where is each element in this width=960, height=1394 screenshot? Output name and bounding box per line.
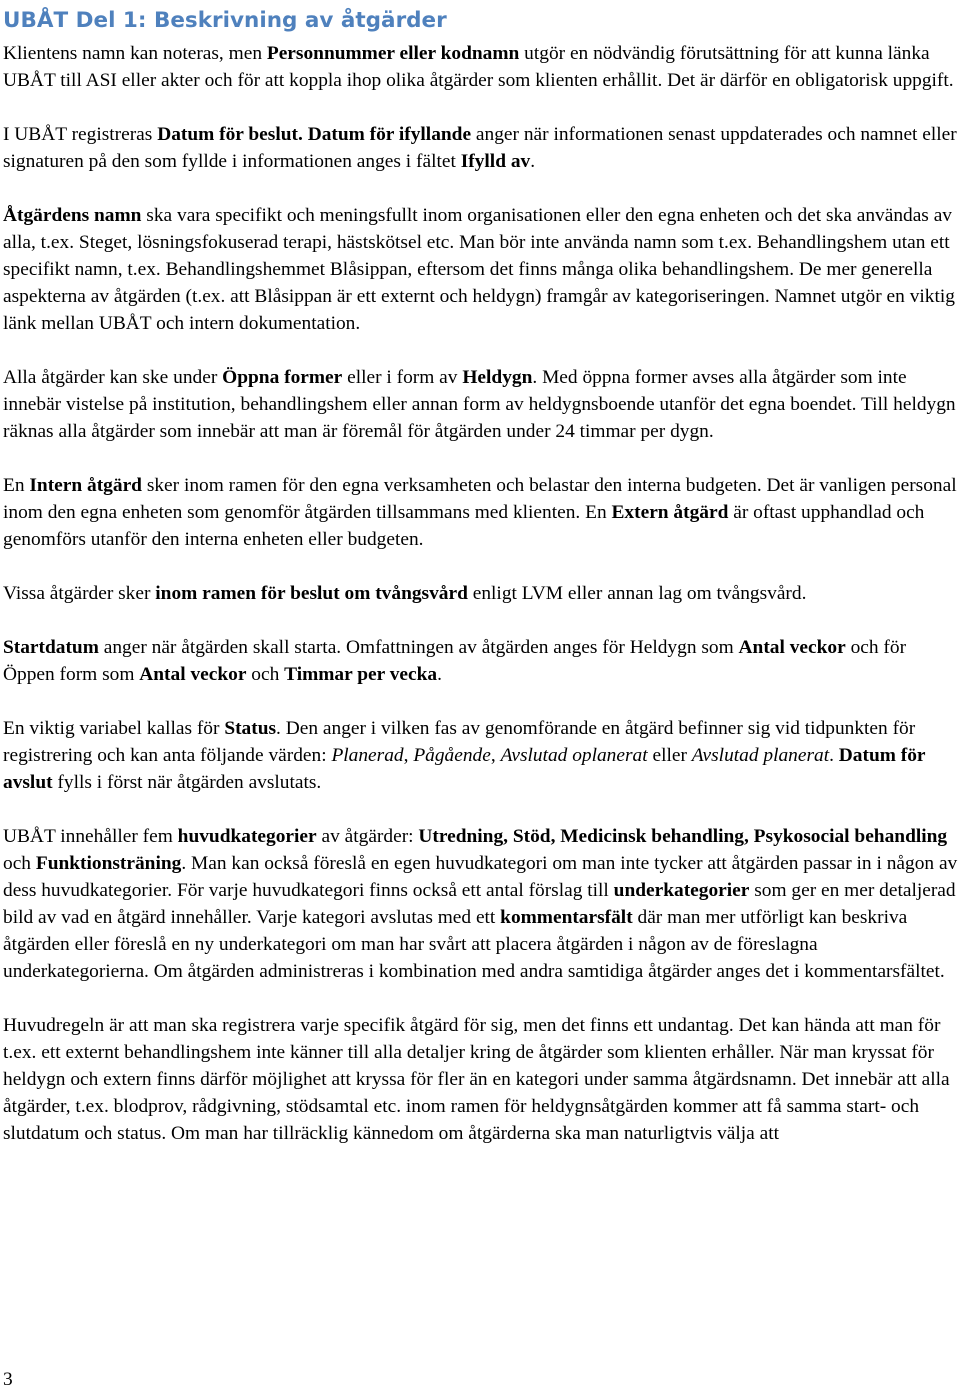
bold-term: Datum för avslut [3,745,926,793]
bold-term: Datum för beslut. [157,124,303,145]
body-text: enligt LVM eller annan lag om tvångsvård. [467,583,807,604]
section-heading: UBÅT Del 1: Beskrivning av åtgärder [3,8,447,33]
bold-term: Datum för ifyllande [307,124,472,145]
body-text: anger när åtgärden skall starta. Omfattningen av åtgärden anges för Heldygn som [98,637,739,658]
body-text: . [530,151,536,172]
body-text: I UBÅT registreras [3,124,158,145]
body-text: där man mer utförligt kan beskriva åtgärden eller föreslå en ny underkategori om man har svårt att placera åtgärden i någon av de föreslagna underkategorierna. Om åtgärden administreras i kombination med andra samtidiga åtgärder anges det i kommentarsfältet. [3,907,945,982]
body-text: anger när informationen senast uppdaterades och namnet eller signaturen på den som fyllde i informationen anges i fältet [3,124,957,172]
body-text: Alla åtgärder kan ske under [3,367,223,388]
body-text: En viktig variabel kallas för [3,718,225,739]
body-text: och [3,853,36,874]
bold-term: kommentarsfält [500,907,633,928]
paragraph-atgardens-namn [3,202,959,337]
paragraph-tvangsvard [3,580,959,607]
page-number: 3 [3,1369,13,1390]
paragraph-intern-extern [3,472,959,553]
paragraph-status [3,715,959,796]
bold-term: Personnummer eller kodnamn [266,43,520,64]
body-text: UBÅT innehåller fem [3,826,178,847]
body-text: eller i form av [342,367,463,388]
document-page [3,6,959,1147]
paragraph-oppna-former-heldygn [3,364,959,445]
bold-term: Funktionsträning [35,853,182,874]
body-text: . [437,664,442,685]
paragraph-startdatum [3,634,959,688]
bold-term: huvudkategorier [177,826,317,847]
bold-term: Antal veckor [738,637,846,658]
bold-term: Ifylld av [460,151,531,172]
bold-term: Status [224,718,277,739]
body-text: utgör en nödvändig förutsättning för att kunna länka UBÅT till ASI eller akter och för att koppla ihop olika åtgärder som klienten erhållit. Det är därför en obligatorisk uppgift. [3,43,954,91]
body-text: och för Öppen form som [3,637,907,685]
bold-term: Heldygn [462,367,533,388]
body-text: Klientens namn kan noteras, men [3,43,267,64]
body-text: fylls i först när åtgärden avslutats. [52,772,322,793]
body-text: En [3,475,30,496]
body-text: som ger en mer detaljerad bild av vad en åtgärd innehåller. Varje kategori avslutas med ett [3,880,956,928]
bold-term: Antal veckor [139,664,247,685]
body-text: , [403,745,414,766]
italic-term: Avslutad planerat [691,745,830,766]
bold-term: Startdatum [3,637,99,658]
italic-term: Avslutad oplanerat [500,745,648,766]
body-text: . Man kan också föreslå en egen huvudkategori om man inte tycker att åtgärden passar in i någon av dess huvudkategorier. För varje huvudkategori finns också ett antal förslag till [3,853,958,901]
bold-term: inom ramen för beslut om tvångsvård [155,583,468,604]
body-text: . Med öppna former avses alla åtgärder som inte innebär vistelse på institution, behandlingshem eller annan form av heldygnsboende utanför det egna boendet. Till heldygn räknas alla åtgärder som innebär att man är föremål för åtgärden under 24 timmar per dygn. [3,367,956,442]
body-text: och [246,664,285,685]
body-text: , [490,745,501,766]
paragraph-personnummer [3,40,959,94]
body-text: Vissa åtgärder sker [3,583,156,604]
bold-term: Åtgärdens namn [3,205,142,226]
bold-term: Timmar per vecka [284,664,438,685]
body-text: . Den anger i vilken fas av genomförande en åtgärd befinner sig vid tidpunkten för registrering och kan anta följande värden: [3,718,916,766]
body-text: . [829,745,839,766]
paragraph-huvudregeln [3,1012,959,1147]
bold-term: Utredning, Stöd, Medicinsk behandling, Psykosocial behandling [418,826,948,847]
bold-term: Extern åtgärd [611,502,729,523]
italic-term: Pågående [413,745,491,766]
italic-term: Planerad [331,745,404,766]
bold-term: Intern åtgärd [29,475,142,496]
body-text: sker inom ramen för den egna verksamheten och belastar den interna budgeten. Det är vanligen personal inom den egna enheten som genomför åtgärden tillsammans med klienten. En [3,475,957,523]
bold-term: Öppna former [222,367,343,388]
paragraph-datum [3,121,959,175]
body-text: Huvudregeln är att man ska registrera varje specifik åtgärd för sig, men det finns ett undantag. Det kan hända att man för t.ex. ett externt behandlingshem inte känner till alla detaljer kring de åtgärder som klienten erhåller. När man kryssat för heldygn och extern finns därför möjlighet att kryssa för fler än en kategori under samma åtgärdsnamn. Det innebär att alla åtgärder, t.ex. blodprov, rådgivning, stödsamtal etc. inom ramen för heldygnsåtgärden kommer att få samma start- och slutdatum och status. Om man har tillräcklig kännedom om åtgärderna ska man naturligtvis välja att [3,1015,950,1144]
bold-term: underkategorier [613,880,750,901]
body-text: ska vara specifikt och meningsfullt inom organisationen eller den egna enheten och det ska användas av alla, t.ex. Steget, lösningsfokuserad terapi, hästskötsel etc. Man bör inte använda namn som t.ex. Behandlingshem utan ett specifikt namn, t.ex. Behandlingshemmet Blåsippan, eftersom det finns många olika behandlingshem. De mer generella aspekterna av åtgärden (t.ex. att Blåsippan är ett externt och heldygn) framgår av kategoriseringen. Namnet utgör en viktig länk mellan UBÅT och intern dokumentation. [3,205,955,334]
body-text: är oftast upphandlad och genomförs utanför den interna enheten eller budgeten. [3,502,925,550]
body-text: eller [647,745,692,766]
paragraph-huvudkategorier [3,823,959,985]
body-text: av åtgärder: [316,826,419,847]
